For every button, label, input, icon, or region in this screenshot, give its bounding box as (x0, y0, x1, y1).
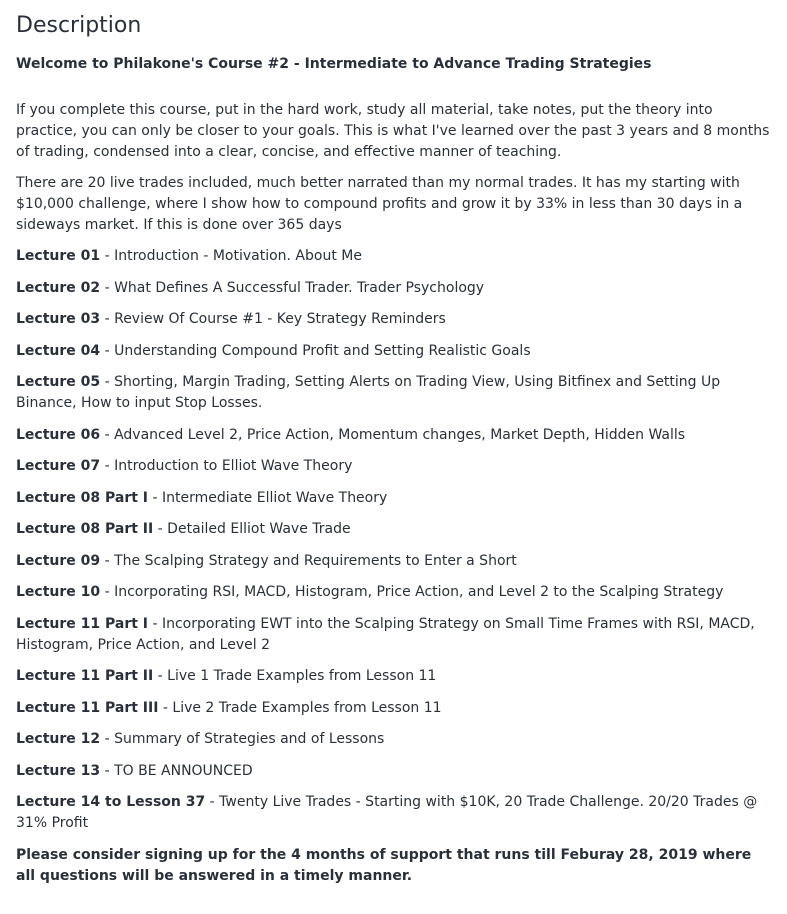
lecture-name: Lecture 08 Part II (16, 521, 154, 537)
lecture-name: Lecture 03 (16, 311, 101, 327)
lecture-desc: - Live 1 Trade Examples from Lesson 11 (153, 668, 437, 684)
lecture-item (16, 666, 771, 687)
live-trades-paragraph: There are 20 live trades included, much better narrated than my normal trades. It has my starting with $10,000 challenge, where I show how to compound profits and grow it by 33% in less than 30 days in a sideways market. If this is done over 365 days (16, 175, 743, 233)
description-heading: Description (16, 13, 142, 38)
lecture-name: Lecture 07 (16, 458, 101, 474)
lecture-desc: - Incorporating RSI, MACD, Histogram, Price Action, and Level 2 to the Scalping Strategy (100, 584, 724, 600)
lecture-desc: - Live 2 Trade Examples from Lesson 11 (158, 699, 442, 716)
lecture-desc: - The Scalping Strategy and Requirements to Enter a Short (100, 552, 517, 569)
lecture-name: Lecture 08 Part I (16, 489, 149, 506)
lecture-item (16, 519, 771, 540)
lecture-name: Lecture 04 (16, 342, 101, 359)
lecture-item (16, 341, 771, 362)
lecture-item (16, 372, 771, 414)
lecture-item (16, 425, 771, 446)
lecture-desc: - Understanding Compound Profit and Setting Realistic Goals (100, 342, 531, 359)
lecture-desc: - Intermediate Elliot Wave Theory (148, 489, 388, 506)
course-subtitle: Welcome to Philakone's Course #2 - Intermediate to Advance Trading Strategies (16, 56, 652, 72)
lecture-item (16, 246, 771, 267)
lecture-desc: - TO BE ANNOUNCED (100, 762, 253, 779)
lecture-item (16, 278, 771, 299)
lecture-desc: - Advanced Level 2, Price Action, Momentum changes, Market Depth, Hidden Walls (100, 426, 686, 443)
support-note: Please consider signing up for the 4 months of support that runs till Feburay 28, 2019 where all questions will be answered in a timely manner. (16, 846, 752, 884)
lecture-item (16, 488, 771, 509)
lecture-desc: - Introduction to Elliot Wave Theory (100, 458, 353, 474)
lecture-list (16, 246, 771, 834)
lecture-item (16, 456, 771, 477)
lecture-name: Lecture 12 (16, 731, 101, 747)
lecture-item (16, 582, 771, 603)
lecture-item (16, 614, 771, 656)
lecture-item (16, 309, 771, 330)
lecture-item (16, 761, 771, 782)
lecture-item (16, 551, 771, 572)
lecture-desc: - What Defines A Successful Trader. Trader Psychology (100, 279, 485, 296)
lecture-desc: - Shorting, Margin Trading, Setting Alerts on Trading View, Using Bitfinex and Setting Up Binance, How to input Stop Losses. (16, 374, 721, 411)
lecture-name: Lecture 14 to Lesson 37 (16, 794, 206, 810)
lecture-name: Lecture 13 (16, 762, 101, 779)
intro-paragraph: If you complete this course, put in the hard work, study all material, take notes, put the theory into practice, you can only be closer to your goals. This is what I've learned over the past 3 years and 8 months of trading, condensed into a clear, concise, and effective manner of teaching. (16, 102, 770, 160)
lecture-desc: - Detailed Elliot Wave Trade (153, 521, 351, 537)
lecture-name: Lecture 10 (16, 584, 101, 600)
lecture-name: Lecture 02 (16, 279, 101, 296)
lecture-name: Lecture 11 Part I (16, 615, 149, 632)
lecture-name: Lecture 11 Part III (16, 699, 159, 716)
lecture-desc: - Incorporating EWT into the Scalping Strategy on Small Time Frames with RSI, MACD, Histogram, Price Action, and Level 2 (16, 615, 755, 653)
lecture-desc: - Introduction - Motivation. About Me (100, 248, 362, 264)
lecture-desc: - Summary of Strategies and of Lessons (100, 731, 385, 747)
lecture-name: Lecture 11 Part II (16, 668, 154, 684)
lecture-name: Lecture 09 (16, 552, 101, 569)
lecture-item (16, 792, 771, 834)
lecture-desc: - Twenty Live Trades - Starting with $10K, 20 Trade Challenge. 20/20 Trades @ 31% Profit (16, 794, 758, 831)
lecture-desc: - Review Of Course #1 - Key Strategy Reminders (100, 311, 446, 327)
lecture-name: Lecture 05 (16, 374, 101, 390)
lecture-name: Lecture 06 (16, 426, 101, 443)
lecture-item (16, 729, 771, 750)
lecture-item (16, 698, 771, 719)
lecture-name: Lecture 01 (16, 248, 101, 264)
